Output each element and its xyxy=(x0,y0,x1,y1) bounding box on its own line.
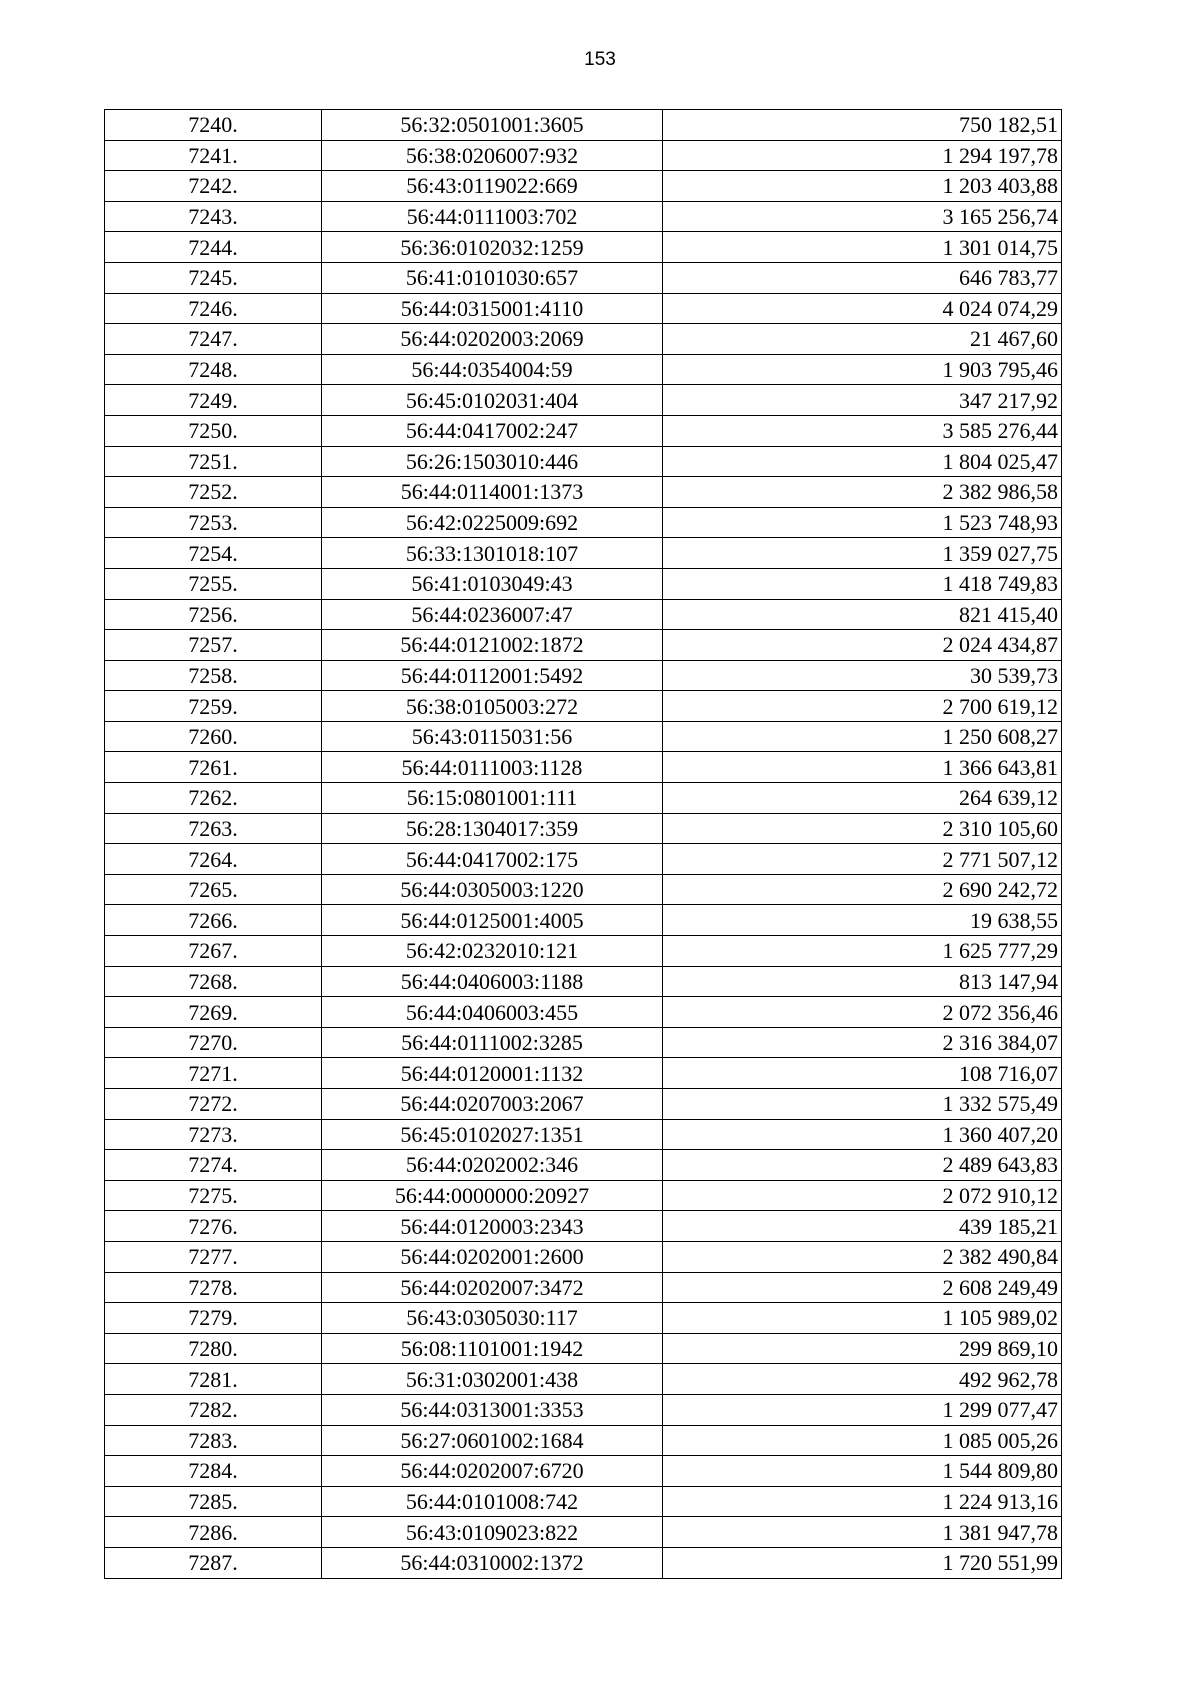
cadastral-value-cell: 1 366 643,81 xyxy=(663,752,1062,783)
row-index-cell: 7273. xyxy=(105,1119,322,1150)
row-index-cell: 7260. xyxy=(105,721,322,752)
cadastral-number-cell: 56:42:0232010:121 xyxy=(322,936,663,967)
row-index-cell: 7285. xyxy=(105,1486,322,1517)
cadastral-number-cell: 56:44:0305003:1220 xyxy=(322,874,663,905)
cadastral-number-cell: 56:28:1304017:359 xyxy=(322,813,663,844)
cadastral-value-cell: 2 608 249,49 xyxy=(663,1272,1062,1303)
cadastral-value-cell: 1 523 748,93 xyxy=(663,507,1062,538)
cadastral-value-cell: 3 585 276,44 xyxy=(663,415,1062,446)
row-index-cell: 7261. xyxy=(105,752,322,783)
cadastral-value-cell: 813 147,94 xyxy=(663,966,1062,997)
table-row xyxy=(105,1089,1062,1120)
table-row xyxy=(105,1119,1062,1150)
table-row xyxy=(105,568,1062,599)
table-row xyxy=(105,844,1062,875)
row-index-cell: 7245. xyxy=(105,262,322,293)
cadastral-value-cell: 2 382 986,58 xyxy=(663,477,1062,508)
cadastral-value-cell: 21 467,60 xyxy=(663,324,1062,355)
cadastral-value-cell: 3 165 256,74 xyxy=(663,201,1062,232)
table-row xyxy=(105,905,1062,936)
table-row xyxy=(105,477,1062,508)
cadastral-value-cell: 1 105 989,02 xyxy=(663,1303,1062,1334)
table-row xyxy=(105,752,1062,783)
table-row xyxy=(105,783,1062,814)
cadastral-number-cell: 56:32:0501001:3605 xyxy=(322,110,663,141)
row-index-cell: 7254. xyxy=(105,538,322,569)
cadastral-number-cell: 56:44:0417002:247 xyxy=(322,415,663,446)
table-row xyxy=(105,1333,1062,1364)
cadastral-number-cell: 56:44:0202007:6720 xyxy=(322,1456,663,1487)
cadastral-value-cell: 2 700 619,12 xyxy=(663,691,1062,722)
row-index-cell: 7257. xyxy=(105,630,322,661)
cadastral-value-cell: 1 381 947,78 xyxy=(663,1517,1062,1548)
table-row xyxy=(105,538,1062,569)
table-row xyxy=(105,1211,1062,1242)
table-row xyxy=(105,324,1062,355)
cadastral-number-cell: 56:44:0112001:5492 xyxy=(322,660,663,691)
cadastral-value-cell: 1 625 777,29 xyxy=(663,936,1062,967)
table-row xyxy=(105,599,1062,630)
table-row xyxy=(105,1272,1062,1303)
cadastral-number-cell: 56:41:0103049:43 xyxy=(322,568,663,599)
row-index-cell: 7264. xyxy=(105,844,322,875)
cadastral-number-cell: 56:26:1503010:446 xyxy=(322,446,663,477)
cadastral-value-cell: 2 310 105,60 xyxy=(663,813,1062,844)
table-row xyxy=(105,415,1062,446)
page-number: 153 xyxy=(584,49,616,70)
row-index-cell: 7263. xyxy=(105,813,322,844)
cadastral-number-cell: 56:42:0225009:692 xyxy=(322,507,663,538)
row-index-cell: 7262. xyxy=(105,783,322,814)
cadastral-number-cell: 56:43:0115031:56 xyxy=(322,721,663,752)
table-row xyxy=(105,874,1062,905)
row-index-cell: 7248. xyxy=(105,354,322,385)
cadastral-value-cell: 30 539,73 xyxy=(663,660,1062,691)
cadastral-value-cell: 2 690 242,72 xyxy=(663,874,1062,905)
row-index-cell: 7276. xyxy=(105,1211,322,1242)
cadastral-number-cell: 56:44:0315001:4110 xyxy=(322,293,663,324)
cadastral-value-cell: 19 638,55 xyxy=(663,905,1062,936)
cadastral-value-cell: 2 771 507,12 xyxy=(663,844,1062,875)
row-index-cell: 7250. xyxy=(105,415,322,446)
cadastral-value-cell: 1 332 575,49 xyxy=(663,1089,1062,1120)
table-row xyxy=(105,1364,1062,1395)
table-row xyxy=(105,1456,1062,1487)
cadastral-value-cell: 750 182,51 xyxy=(663,110,1062,141)
row-index-cell: 7240. xyxy=(105,110,322,141)
cadastral-number-cell: 56:33:1301018:107 xyxy=(322,538,663,569)
row-index-cell: 7287. xyxy=(105,1547,322,1578)
cadastral-number-cell: 56:44:0114001:1373 xyxy=(322,477,663,508)
cadastral-number-cell: 56:43:0109023:822 xyxy=(322,1517,663,1548)
cadastral-value-table xyxy=(104,109,1062,1579)
cadastral-number-cell: 56:38:0206007:932 xyxy=(322,140,663,171)
row-index-cell: 7246. xyxy=(105,293,322,324)
table-row xyxy=(105,140,1062,171)
cadastral-number-cell: 56:43:0305030:117 xyxy=(322,1303,663,1334)
cadastral-value-cell: 1 294 197,78 xyxy=(663,140,1062,171)
cadastral-value-cell: 1 418 749,83 xyxy=(663,568,1062,599)
table-row xyxy=(105,354,1062,385)
table-row xyxy=(105,1486,1062,1517)
row-index-cell: 7242. xyxy=(105,171,322,202)
cadastral-value-cell: 1 360 407,20 xyxy=(663,1119,1062,1150)
cadastral-number-cell: 56:44:0111003:1128 xyxy=(322,752,663,783)
cadastral-value-cell: 439 185,21 xyxy=(663,1211,1062,1242)
cadastral-number-cell: 56:44:0120001:1132 xyxy=(322,1058,663,1089)
table-row xyxy=(105,171,1062,202)
table-row xyxy=(105,507,1062,538)
table-row xyxy=(105,446,1062,477)
table-row xyxy=(105,201,1062,232)
table-row xyxy=(105,1303,1062,1334)
cadastral-value-cell: 1 359 027,75 xyxy=(663,538,1062,569)
cadastral-number-cell: 56:44:0111002:3285 xyxy=(322,1027,663,1058)
table-row xyxy=(105,630,1062,661)
cadastral-number-cell: 56:44:0310002:1372 xyxy=(322,1547,663,1578)
row-index-cell: 7253. xyxy=(105,507,322,538)
row-index-cell: 7249. xyxy=(105,385,322,416)
table-row xyxy=(105,262,1062,293)
cadastral-number-cell: 56:44:0236007:47 xyxy=(322,599,663,630)
cadastral-number-cell: 56:44:0313001:3353 xyxy=(322,1394,663,1425)
cadastral-number-cell: 56:15:0801001:111 xyxy=(322,783,663,814)
row-index-cell: 7259. xyxy=(105,691,322,722)
row-index-cell: 7268. xyxy=(105,966,322,997)
row-index-cell: 7282. xyxy=(105,1394,322,1425)
cadastral-number-cell: 56:27:0601002:1684 xyxy=(322,1425,663,1456)
row-index-cell: 7272. xyxy=(105,1089,322,1120)
table-row xyxy=(105,1517,1062,1548)
table-row xyxy=(105,1058,1062,1089)
cadastral-value-cell: 347 217,92 xyxy=(663,385,1062,416)
row-index-cell: 7271. xyxy=(105,1058,322,1089)
table-body xyxy=(105,110,1062,1579)
cadastral-number-cell: 56:44:0207003:2067 xyxy=(322,1089,663,1120)
table-row xyxy=(105,721,1062,752)
row-index-cell: 7283. xyxy=(105,1425,322,1456)
cadastral-value-cell: 2 072 356,46 xyxy=(663,997,1062,1028)
table-row xyxy=(105,1547,1062,1578)
row-index-cell: 7270. xyxy=(105,1027,322,1058)
cadastral-number-cell: 56:44:0202003:2069 xyxy=(322,324,663,355)
cadastral-number-cell: 56:44:0202007:3472 xyxy=(322,1272,663,1303)
cadastral-value-cell: 492 962,78 xyxy=(663,1364,1062,1395)
cadastral-number-cell: 56:44:0125001:4005 xyxy=(322,905,663,936)
cadastral-value-cell: 1 301 014,75 xyxy=(663,232,1062,263)
table-row xyxy=(105,966,1062,997)
table-row xyxy=(105,813,1062,844)
row-index-cell: 7286. xyxy=(105,1517,322,1548)
cadastral-value-cell: 1 203 403,88 xyxy=(663,171,1062,202)
row-index-cell: 7265. xyxy=(105,874,322,905)
cadastral-value-cell: 821 415,40 xyxy=(663,599,1062,630)
row-index-cell: 7241. xyxy=(105,140,322,171)
cadastral-number-cell: 56:41:0101030:657 xyxy=(322,262,663,293)
cadastral-value-cell: 4 024 074,29 xyxy=(663,293,1062,324)
row-index-cell: 7279. xyxy=(105,1303,322,1334)
table-row xyxy=(105,385,1062,416)
table-row xyxy=(105,1150,1062,1181)
row-index-cell: 7281. xyxy=(105,1364,322,1395)
cadastral-number-cell: 56:44:0354004:59 xyxy=(322,354,663,385)
cadastral-number-cell: 56:44:0121002:1872 xyxy=(322,630,663,661)
table-row xyxy=(105,1180,1062,1211)
row-index-cell: 7243. xyxy=(105,201,322,232)
cadastral-number-cell: 56:44:0202002:346 xyxy=(322,1150,663,1181)
table-row xyxy=(105,660,1062,691)
cadastral-value-cell: 1 085 005,26 xyxy=(663,1425,1062,1456)
row-index-cell: 7284. xyxy=(105,1456,322,1487)
cadastral-value-cell: 1 804 025,47 xyxy=(663,446,1062,477)
table-row xyxy=(105,691,1062,722)
cadastral-number-cell: 56:44:0406003:455 xyxy=(322,997,663,1028)
row-index-cell: 7258. xyxy=(105,660,322,691)
row-index-cell: 7280. xyxy=(105,1333,322,1364)
row-index-cell: 7277. xyxy=(105,1241,322,1272)
cadastral-value-cell: 2 382 490,84 xyxy=(663,1241,1062,1272)
cadastral-number-cell: 56:38:0105003:272 xyxy=(322,691,663,722)
table-row xyxy=(105,293,1062,324)
cadastral-number-cell: 56:44:0202001:2600 xyxy=(322,1241,663,1272)
table-row xyxy=(105,1425,1062,1456)
cadastral-value-cell: 646 783,77 xyxy=(663,262,1062,293)
cadastral-number-cell: 56:08:1101001:1942 xyxy=(322,1333,663,1364)
row-index-cell: 7274. xyxy=(105,1150,322,1181)
cadastral-number-cell: 56:45:0102031:404 xyxy=(322,385,663,416)
row-index-cell: 7252. xyxy=(105,477,322,508)
row-index-cell: 7255. xyxy=(105,568,322,599)
cadastral-value-cell: 108 716,07 xyxy=(663,1058,1062,1089)
cadastral-value-cell: 1 299 077,47 xyxy=(663,1394,1062,1425)
table-row xyxy=(105,1241,1062,1272)
cadastral-number-cell: 56:44:0000000:20927 xyxy=(322,1180,663,1211)
row-index-cell: 7278. xyxy=(105,1272,322,1303)
cadastral-number-cell: 56:44:0101008:742 xyxy=(322,1486,663,1517)
table-row xyxy=(105,232,1062,263)
cadastral-number-cell: 56:31:0302001:438 xyxy=(322,1364,663,1395)
cadastral-number-cell: 56:44:0120003:2343 xyxy=(322,1211,663,1242)
table-row xyxy=(105,997,1062,1028)
table-row xyxy=(105,1394,1062,1425)
row-index-cell: 7267. xyxy=(105,936,322,967)
cadastral-number-cell: 56:44:0417002:175 xyxy=(322,844,663,875)
cadastral-value-cell: 264 639,12 xyxy=(663,783,1062,814)
table-row xyxy=(105,1027,1062,1058)
cadastral-value-cell: 1 720 551,99 xyxy=(663,1547,1062,1578)
table-row xyxy=(105,936,1062,967)
row-index-cell: 7256. xyxy=(105,599,322,630)
cadastral-value-cell: 299 869,10 xyxy=(663,1333,1062,1364)
cadastral-value-cell: 1 250 608,27 xyxy=(663,721,1062,752)
cadastral-number-cell: 56:44:0406003:1188 xyxy=(322,966,663,997)
row-index-cell: 7269. xyxy=(105,997,322,1028)
row-index-cell: 7251. xyxy=(105,446,322,477)
cadastral-value-cell: 2 024 434,87 xyxy=(663,630,1062,661)
cadastral-value-cell: 1 544 809,80 xyxy=(663,1456,1062,1487)
row-index-cell: 7244. xyxy=(105,232,322,263)
cadastral-value-cell: 2 072 910,12 xyxy=(663,1180,1062,1211)
row-index-cell: 7275. xyxy=(105,1180,322,1211)
cadastral-value-cell: 2 489 643,83 xyxy=(663,1150,1062,1181)
cadastral-value-cell: 1 903 795,46 xyxy=(663,354,1062,385)
table-row xyxy=(105,110,1062,141)
row-index-cell: 7266. xyxy=(105,905,322,936)
cadastral-number-cell: 56:36:0102032:1259 xyxy=(322,232,663,263)
cadastral-number-cell: 56:43:0119022:669 xyxy=(322,171,663,202)
row-index-cell: 7247. xyxy=(105,324,322,355)
cadastral-number-cell: 56:45:0102027:1351 xyxy=(322,1119,663,1150)
cadastral-value-cell: 2 316 384,07 xyxy=(663,1027,1062,1058)
cadastral-number-cell: 56:44:0111003:702 xyxy=(322,201,663,232)
cadastral-value-cell: 1 224 913,16 xyxy=(663,1486,1062,1517)
